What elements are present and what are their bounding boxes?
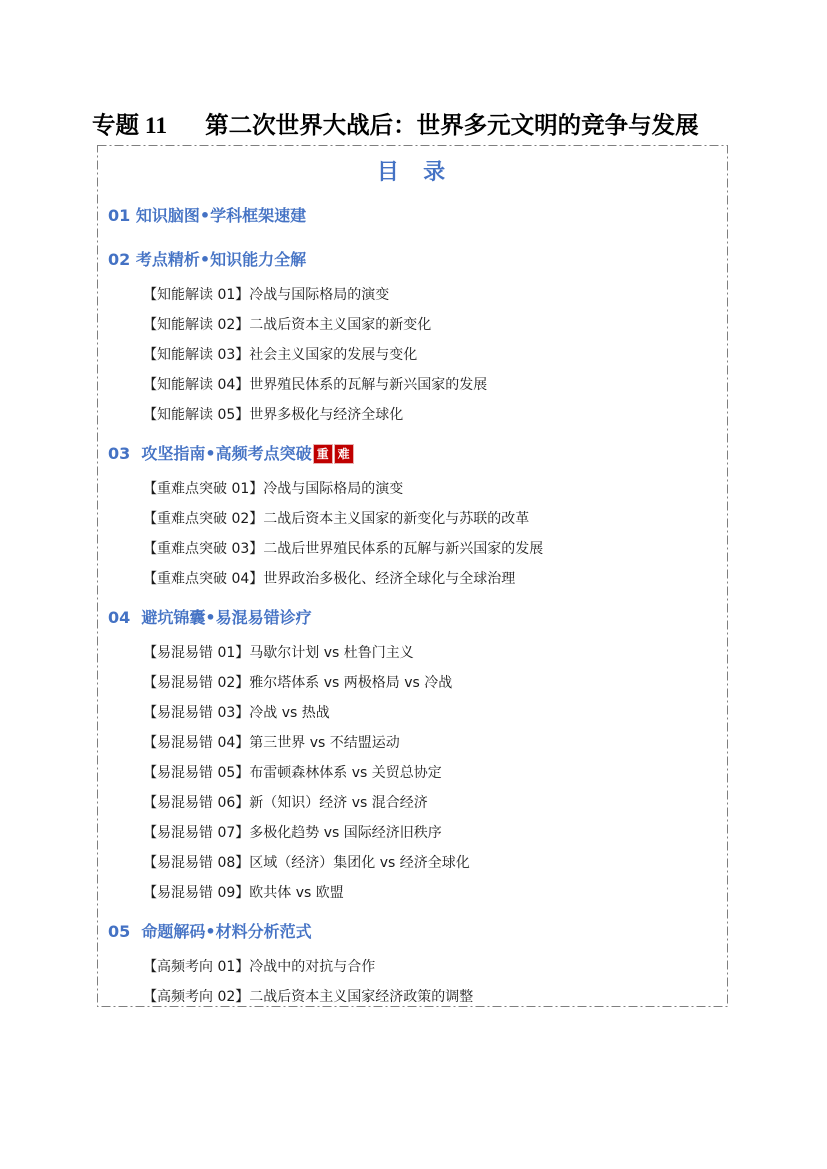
difficulty-badge: 重 — [313, 444, 333, 464]
toc-section — [108, 430, 728, 594]
toc-heading: 目 录 — [376, 160, 449, 185]
toc-section-label: 02 考点精析•知识能力全解 — [108, 250, 307, 269]
toc-item[interactable]: 【易混易错 09】欧共体 vs 欧盟 — [143, 885, 344, 901]
toc-section-header[interactable] — [108, 908, 728, 952]
toc-section-header[interactable] — [108, 192, 728, 236]
toc-section — [108, 908, 728, 1005]
difficulty-badge: 难 — [334, 444, 354, 464]
toc-list — [108, 192, 728, 1005]
toc-item[interactable]: 【重难点突破 01】冷战与国际格局的演变 — [143, 481, 404, 497]
toc-section-header[interactable] — [108, 236, 728, 280]
toc-item[interactable]: 【高频考向 01】冷战中的对抗与合作 — [143, 959, 376, 975]
toc-section-label: 04 避坑锦囊•易混易错诊疗 — [108, 608, 312, 627]
toc-item[interactable]: 【知能解读 03】社会主义国家的发展与变化 — [143, 347, 418, 363]
toc-item[interactable]: 【重难点突破 03】二战后世界殖民体系的瓦解与新兴国家的发展 — [143, 541, 544, 557]
toc-item[interactable]: 【易混易错 03】冷战 vs 热战 — [143, 705, 330, 721]
topic-number: 专题 11 — [92, 113, 168, 139]
table-of-contents — [97, 145, 728, 1007]
toc-item[interactable]: 【重难点突破 04】世界政治多极化、经济全球化与全球治理 — [143, 571, 516, 587]
toc-section-label: 05 命题解码•材料分析范式 — [108, 922, 312, 941]
toc-item[interactable]: 【知能解读 01】冷战与国际格局的演变 — [143, 287, 390, 303]
toc-item[interactable]: 【知能解读 04】世界殖民体系的瓦解与新兴国家的发展 — [143, 377, 488, 393]
toc-item[interactable]: 【重难点突破 02】二战后资本主义国家的新变化与苏联的改革 — [143, 511, 530, 527]
toc-item[interactable]: 【知能解读 05】世界多极化与经济全球化 — [143, 407, 404, 423]
toc-item[interactable]: 【易混易错 01】马歇尔计划 vs 杜鲁门主义 — [143, 645, 414, 661]
toc-section-header[interactable] — [108, 430, 728, 474]
toc-item[interactable]: 【易混易错 08】区域（经济）集团化 vs 经济全球化 — [143, 855, 470, 871]
toc-item[interactable]: 【易混易错 02】雅尔塔体系 vs 两极格局 vs 冷战 — [143, 675, 453, 691]
toc-item[interactable]: 【易混易错 04】第三世界 vs 不结盟运动 — [143, 735, 400, 751]
toc-item[interactable]: 【易混易错 05】布雷顿森林体系 vs 关贸总协定 — [143, 765, 442, 781]
toc-section-header[interactable] — [108, 594, 728, 638]
toc-section — [108, 236, 728, 430]
toc-section — [108, 594, 728, 908]
toc-item[interactable]: 【易混易错 07】多极化趋势 vs 国际经济旧秩序 — [143, 825, 442, 841]
toc-section-label: 01 知识脑图•学科框架速建 — [108, 206, 307, 225]
toc-section — [108, 192, 728, 236]
toc-item[interactable]: 【高频考向 02】二战后资本主义国家经济政策的调整 — [143, 989, 474, 1005]
toc-content — [97, 145, 728, 1005]
page-title — [92, 109, 699, 141]
toc-item[interactable]: 【易混易错 06】新（知识）经济 vs 混合经济 — [143, 795, 428, 811]
toc-section-label: 03 攻坚指南•高频考点突破 — [108, 444, 312, 463]
toc-item[interactable]: 【知能解读 02】二战后资本主义国家的新变化 — [143, 317, 432, 333]
topic-title: 第二次世界大战后：世界多元文明的竞争与发展 — [205, 111, 699, 139]
